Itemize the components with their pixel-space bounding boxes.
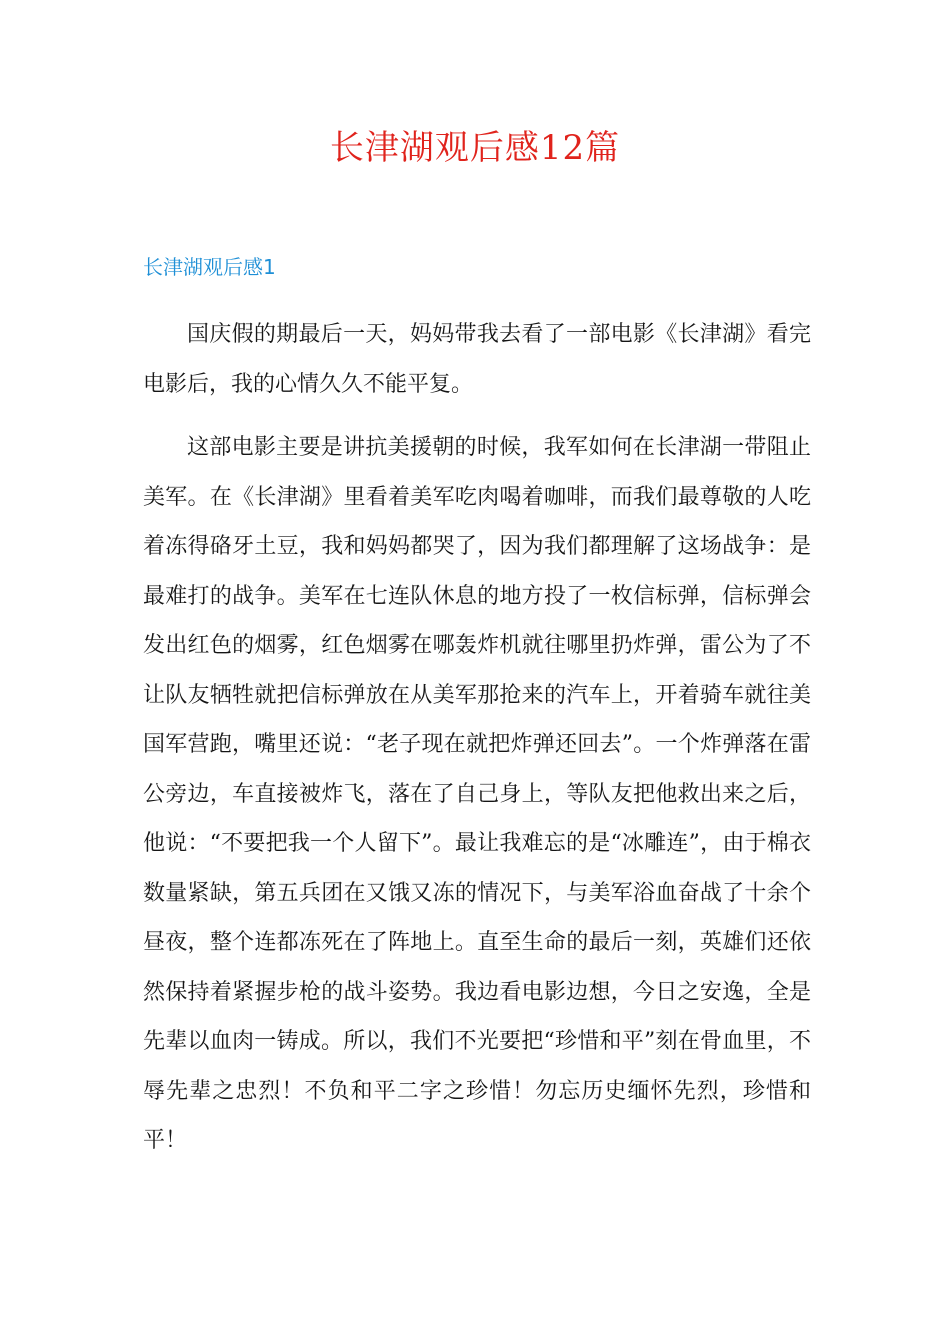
body-paragraph-1: 国庆假的期最后一天，妈妈带我去看了一部电影《长津湖》看完电影后，我的心情久久不能平复。 bbox=[143, 322, 811, 397]
section-heading: 长津湖观后感1 bbox=[143, 255, 276, 279]
document-title: 长津湖观后感12篇 bbox=[329, 128, 621, 168]
body-paragraph-2: 这部电影主要是讲抗美援朝的时候，我军如何在长津湖一带阻止美军。在《长津湖》里看着美军吃肉喝着咖啡，而我们最尊敬的人吃着冻得硌牙土豆，我和妈妈都哭了，因为我们都理解了这场战争：是最难打的战争。美军在七连队休息的地方投了一枚信标弹，信标弹会发出红色的烟雾，红色烟雾在哪轰炸机就往哪里扔炸弹，雷公为了不让队友牺牲就把信标弹放在从美军那抢来的汽车上，开着骑车就往美国军营跑，嘴里还说：“老子现在就把炸弹还回去”。一个炸弹落在雷公旁边，车直接被炸飞，落在了自己身上，等队友把他救出来之后，他说：“不要把我一个人留下”。最让我难忘的是“冰雕连”，由于棉衣数量紧缺，第五兵团在又饿又冻的情况下，与美军浴血奋战了十余个昼夜，整个连都冻死在了阵地上。直至生命的最后一刻，英雄们还依然保持着紧握步枪的战斗姿势。我边看电影边想，今日之安逸，全是先辈以血肉一铸成。所以，我们不光要把“珍惜和平”刻在骨血里，不辱先辈之忠烈！不负和平二字之珍惜！勿忘历史缅怀先烈，珍惜和平！ bbox=[143, 435, 811, 1153]
